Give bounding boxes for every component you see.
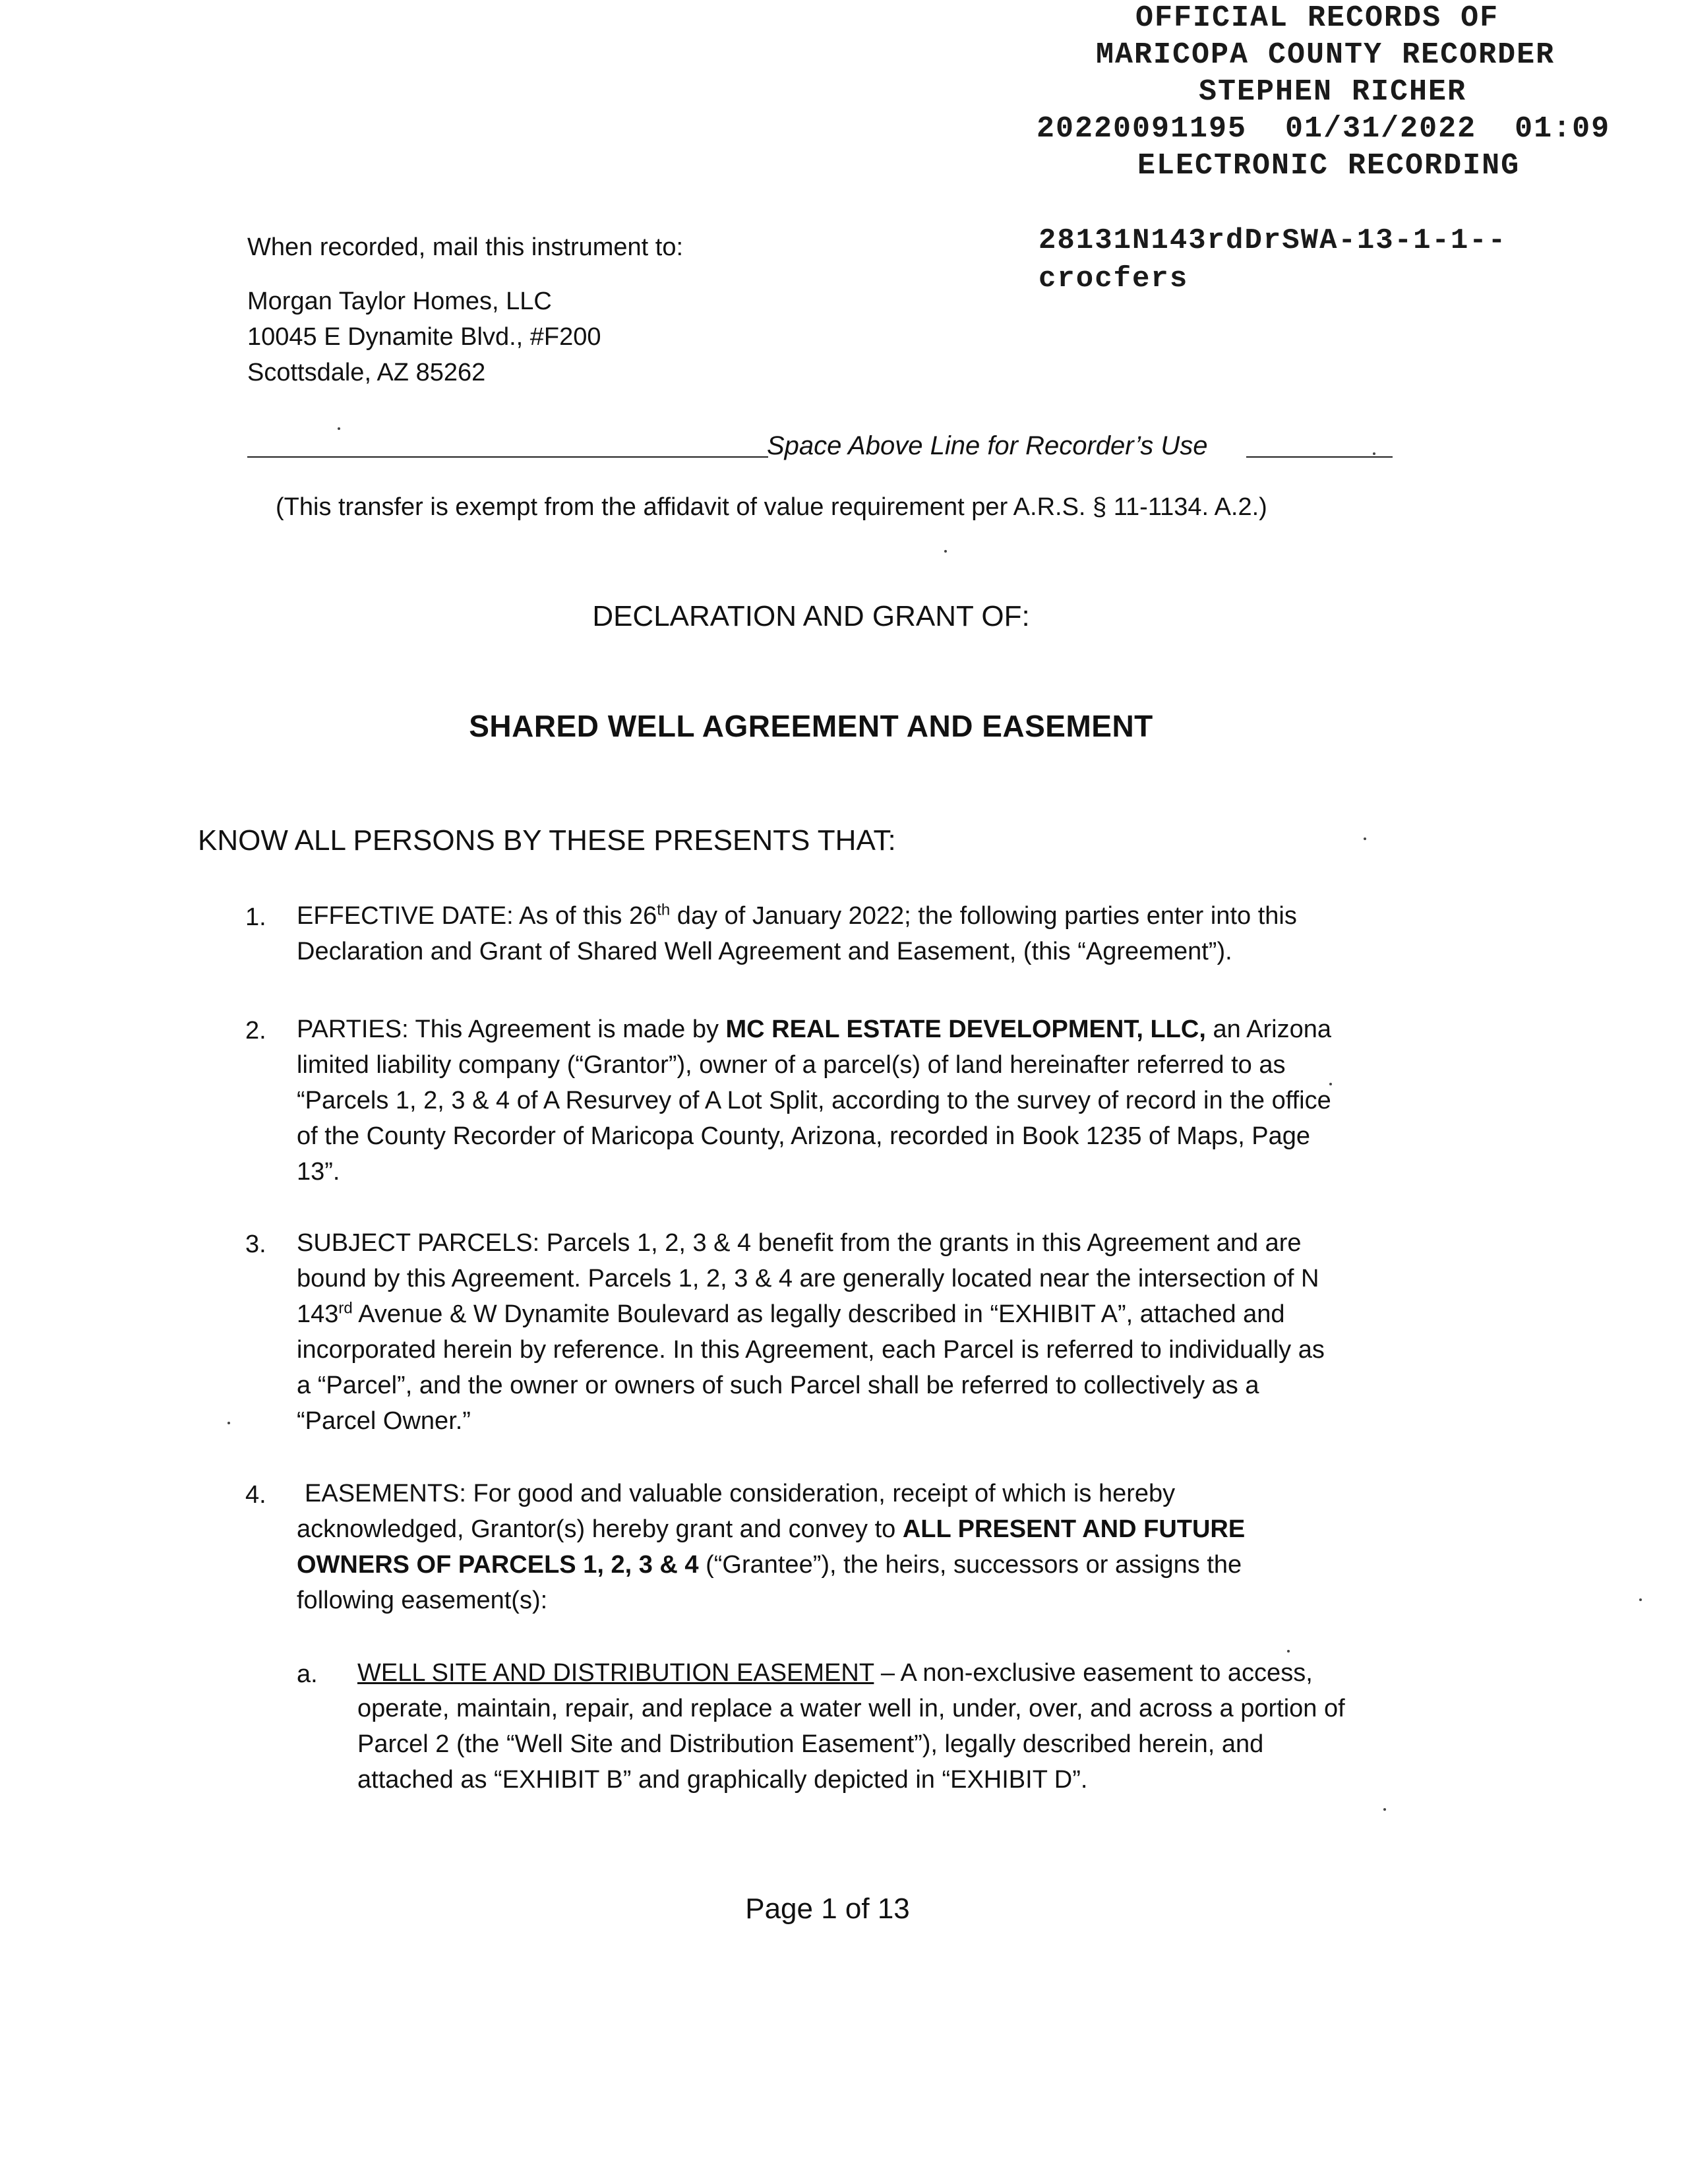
section-1-line-2: Declaration and Grant of Shared Well Agreement and Easement, (this “Agreement”).: [297, 938, 1232, 965]
section-2-text: [297, 1012, 1457, 1190]
section-3-line-6: “Parcel Owner.”: [297, 1407, 471, 1435]
section-2-line-3: “Parcels 1, 2, 3 & 4 of A Resurvey of A Lot Split, according to the survey of record in the office: [297, 1087, 1331, 1114]
document-number-line-1: 28131N143rdDrSWA-13-1-1--: [1039, 224, 1507, 257]
know-all-persons: KNOW ALL PERSONS BY THESE PRESENTS THAT:: [198, 824, 896, 857]
scan-speck: [1383, 1808, 1386, 1811]
section-2-line-5: 13”.: [297, 1158, 340, 1186]
page-number-footer: Page 1 of 13: [745, 1893, 910, 1925]
scan-speck: [227, 1422, 230, 1424]
document-number-line-2: crocfers: [1039, 262, 1189, 295]
recorder-space-label: Space Above Line for Recorder’s Use: [767, 431, 1208, 460]
recording-stamp-line-3: STEPHEN RICHER: [1199, 75, 1467, 109]
recorder-line-right: [1246, 456, 1393, 458]
section-2-line-4: of the County Recorder of Maricopa County, Arizona, recorded in Book 1235 of Maps, Page: [297, 1122, 1311, 1150]
recording-stamp-line-2: MARICOPA COUNTY RECORDER: [1096, 38, 1555, 72]
scan-speck: [338, 427, 340, 430]
section-2-line-1: PARTIES: This Agreement is made by MC REAL ESTATE DEVELOPMENT, LLC, an Arizona: [297, 1016, 1332, 1043]
section-3-text: [297, 1225, 1457, 1439]
section-4a-line-2: operate, maintain, repair, and replace a water well in, under, over, and across a portion of: [357, 1695, 1345, 1722]
section-4a-line-4: attached as “EXHIBIT B” and graphically depicted in “EXHIBIT D”.: [357, 1766, 1088, 1794]
recording-stamp-line-1: OFFICIAL RECORDS OF: [1135, 1, 1499, 35]
scan-speck: [1639, 1598, 1642, 1601]
section-4a-line-3: Parcel 2 (the “Well Site and Distribution Easement”), legally described herein, and: [357, 1730, 1264, 1758]
document-title: SHARED WELL AGREEMENT AND EASEMENT: [469, 709, 1153, 743]
section-3-line-1: SUBJECT PARCELS: Parcels 1, 2, 3 & 4 benefit from the grants in this Agreement and are: [297, 1229, 1302, 1257]
mail-to-street: 10045 E Dynamite Blvd., #F200: [247, 323, 601, 351]
exemption-note: (This transfer is exempt from the affidavit of value requirement per A.R.S. § 11-1134. A.2.): [276, 493, 1267, 521]
section-3-line-2: bound by this Agreement. Parcels 1, 2, 3 & 4 are generally located near the intersection of N: [297, 1265, 1319, 1292]
section-1-line-1: EFFECTIVE DATE: As of this 26th day of January 2022; the following parties enter into this: [297, 901, 1297, 930]
recorder-line-left: [247, 456, 768, 458]
scan-speck: [1373, 452, 1375, 455]
declaration-heading: DECLARATION AND GRANT OF:: [592, 600, 1030, 632]
section-4-line-3: OWNERS OF PARCELS 1, 2, 3 & 4 (“Grantee”), the heirs, successors or assigns the: [297, 1551, 1242, 1579]
section-4-text: [297, 1476, 1465, 1618]
scan-speck: [944, 550, 947, 553]
scan-speck: [1329, 1083, 1332, 1085]
section-2-number: 2.: [245, 1017, 266, 1045]
scan-speck: [1287, 1650, 1290, 1653]
recording-stamp-line-4: 20220091195 01/31/2022 01:09: [1037, 112, 1611, 146]
section-2-line-2: limited liability company (“Grantor”), owner of a parcel(s) of land hereinafter referred to as: [297, 1051, 1286, 1079]
section-4a-line-1: WELL SITE AND DISTRIBUTION EASEMENT – A non-exclusive easement to access,: [357, 1659, 1313, 1687]
recording-stamp-line-5: ELECTRONIC RECORDING: [1137, 149, 1521, 183]
section-3-line-3: 143rd Avenue & W Dynamite Boulevard as legally described in “EXHIBIT A”, attached and: [297, 1299, 1285, 1328]
scan-speck: [1364, 837, 1366, 840]
section-3-line-4: incorporated herein by reference. In this Agreement, each Parcel is referred to individually as: [297, 1336, 1325, 1364]
section-4-line-2: acknowledged, Grantor(s) hereby grant and convey to ALL PRESENT AND FUTURE: [297, 1515, 1246, 1543]
section-4-line-4: following easement(s):: [297, 1587, 548, 1614]
section-4a-text: [357, 1655, 1465, 1798]
section-4-line-1: EASEMENTS: For good and valuable consideration, receipt of which is hereby: [305, 1480, 1176, 1507]
section-4a-letter: a.: [297, 1660, 318, 1688]
section-1-number: 1.: [245, 903, 266, 931]
mail-to-city: Scottsdale, AZ 85262: [247, 359, 486, 386]
section-3-number: 3.: [245, 1230, 266, 1258]
mail-to-name: Morgan Taylor Homes, LLC: [247, 288, 552, 315]
section-3-line-5: a “Parcel”, and the owner or owners of such Parcel shall be referred to collectively as a: [297, 1372, 1259, 1399]
section-4-number: 4.: [245, 1481, 266, 1509]
mail-to-heading: When recorded, mail this instrument to:: [247, 233, 684, 261]
section-1-text: [297, 898, 1457, 969]
